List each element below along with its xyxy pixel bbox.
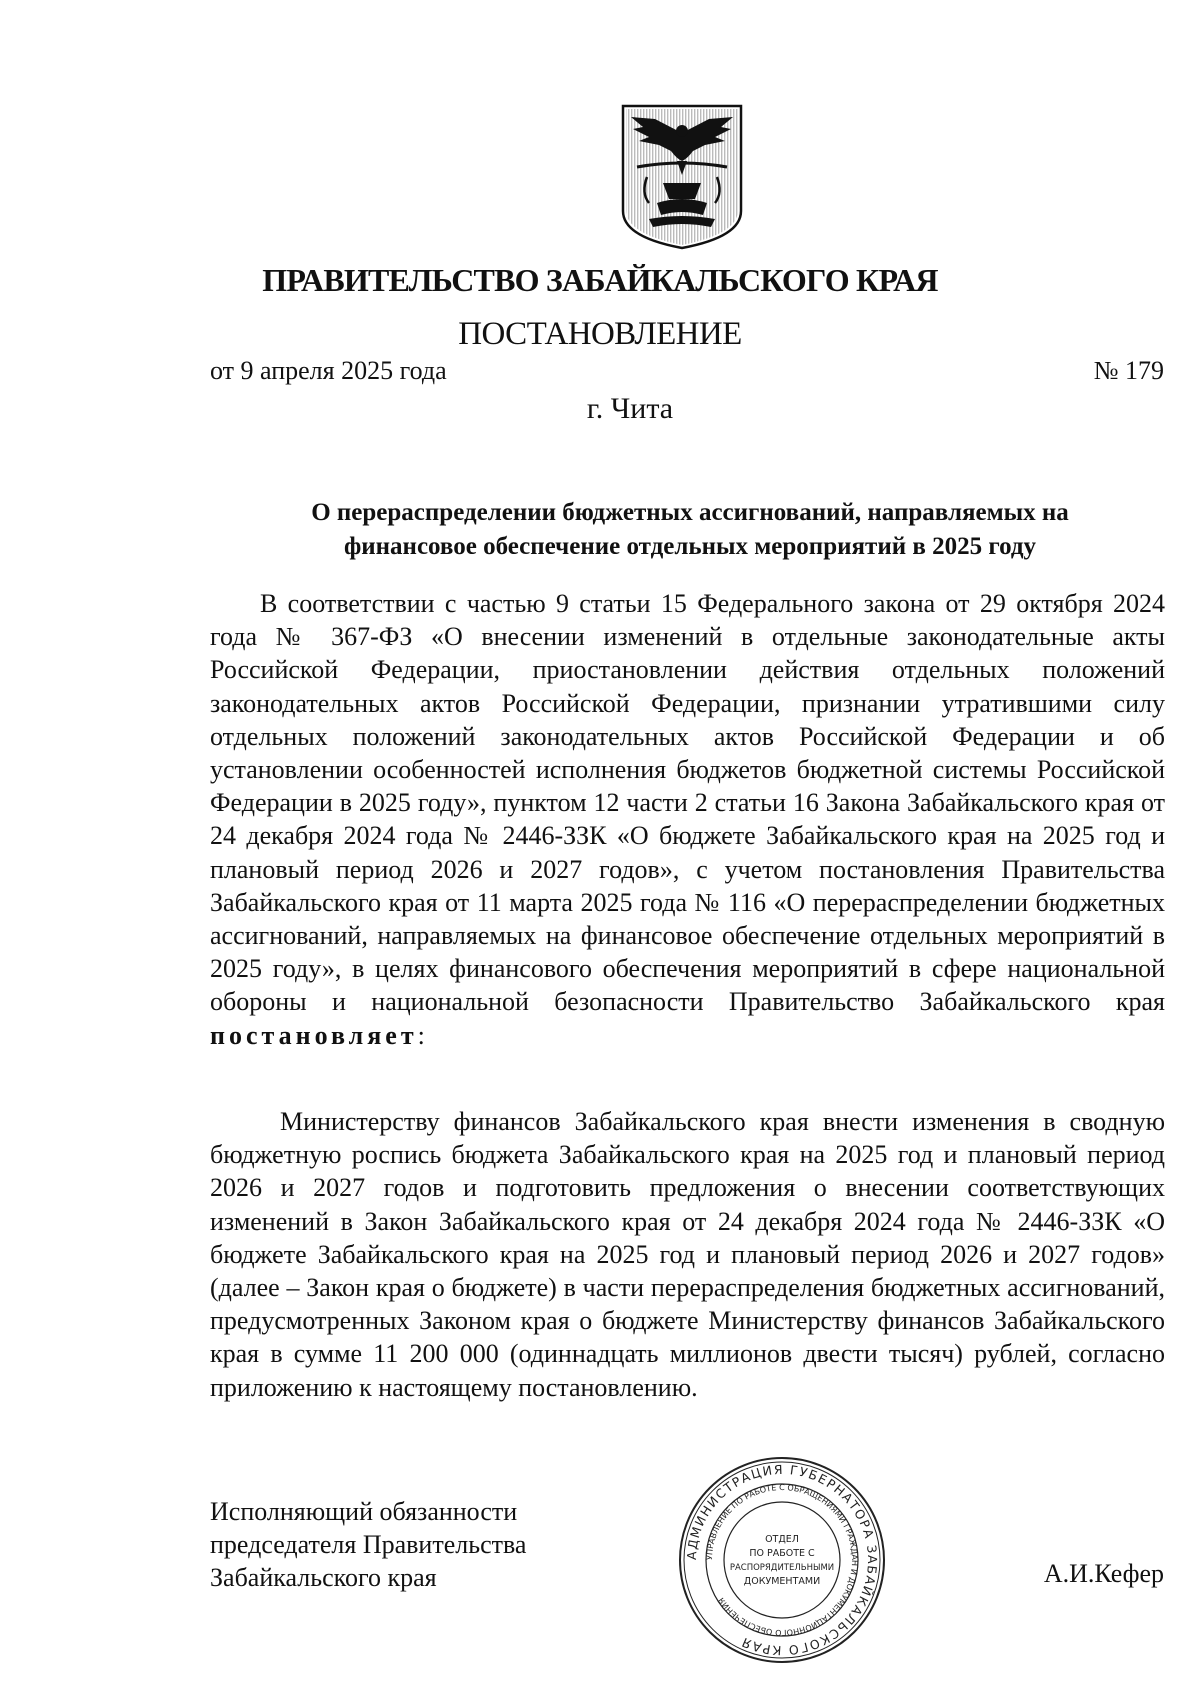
stamp-middle-text: УПРАВЛЕНИЕ ПО РАБОТЕ С ОБРАЩЕНИЯМИ ГРАЖДАН И ДОКУМЕНТАЦИОННОГО ОБЕСПЕЧЕНИЯ [704,1482,860,1638]
resolution-keyword: постановляет [210,1020,418,1050]
signer-name: А.И.Кефер [1043,1559,1164,1588]
stamp-center-line-2: ПО РАБОТЕ С [749,1548,815,1559]
paragraph-1-end: : [417,1020,425,1050]
stamp-center-line-4: ДОКУМЕНТАМИ [743,1576,821,1587]
document-type: ПОСТАНОВЛЕНИЕ [458,316,742,352]
paragraph-1-text: В соответствии с частью 9 статьи 15 Федерального закона от 29 октября 2024 года № 367-ФЗ «О внесении изменений в отдельные законодательные акты Российской Федерации, приостановлении действия отдельных положений законодательных актов Российской Федерации, признании утратившими силу отдельных положений законодательных актов Российской Федерации и об установлении особенностей исполнения бюджетов бюджетной системы Российской Федерации в 2025 году», пунктом 12 части 2 статьи 16 Закона Забайкальского края от 24 декабря 2024 года № 2446-ЗЗК «О бюджете Забайкальского края на 2025 год и плановый период 2026 и 2027 годов», с учетом постановления Правительства Забайкальского края от 11 марта 2025 года № 116 «О перераспределении бюджетных ассигнований, направляемых на финансовое обеспечение отдельных мероприятий в 2025 году», в целях финансового обеспечения мероприятий в сфере национальной обороны и национальной безопасности Правительство Забайкальского края [210,589,1165,1017]
signer-position-line-3: Забайкальского края [210,1563,437,1592]
organization-name: ПРАВИТЕЛЬСТВО ЗАБАЙКАЛЬСКОГО КРАЯ [262,262,938,298]
document-date: от 9 апреля 2025 года [210,356,447,385]
title-line-1: О перераспределении бюджетных ассигнований, направляемых на [311,499,1069,526]
document-title [215,496,1165,564]
stamp-outer-text: АДМИНИСТРАЦИЯ ГУБЕРНАТОРА ЗАБАЙКАЛЬСКОГО КРАЯ [683,1461,881,1659]
signer-position [210,1495,526,1594]
document-city: г. Чита [586,392,674,425]
official-stamp [674,1452,890,1668]
signer-position-line-1: Исполняющий обязанности [210,1497,518,1526]
zabaikalsky-coat-of-arms-icon [619,103,745,250]
body-paragraph-2: Министерству финансов Забайкальского края внести изменения в сводную бюджетную роспись бюджета Забайкальского края на 2025 год и плановый период 2026 и 2027 годов и подготовить предложения о внесении соответствующих изменений в Закон Забайкальского края от 24 декабря 2024 года № 2446-ЗЗК «О бюджете Забайкальского края на 2025 год и плановый период 2026 и 2027 годов» (далее – Закон края о бюджете) в части перераспределения бюджетных ассигнований, предусмотренных Законом края о бюджете Министерству финансов Забайкальского края в сумме 11 200 000 (одиннадцать миллионов двести тысяч) рублей, согласно приложению к настоящему постановлению. [210,1107,1165,1402]
title-line-2: финансовое обеспечение отдельных мероприятий в 2025 году [343,533,1037,560]
document-number: № 179 [1093,356,1164,385]
stamp-center-line-1: ОТДЕЛ [765,1534,799,1545]
stamp-center-line-3: РАСПОРЯДИТЕЛЬНЫМИ [729,1563,835,1573]
signer-position-line-2: председателя Правительства [210,1530,527,1559]
body-paragraph-1 [210,587,1165,1052]
